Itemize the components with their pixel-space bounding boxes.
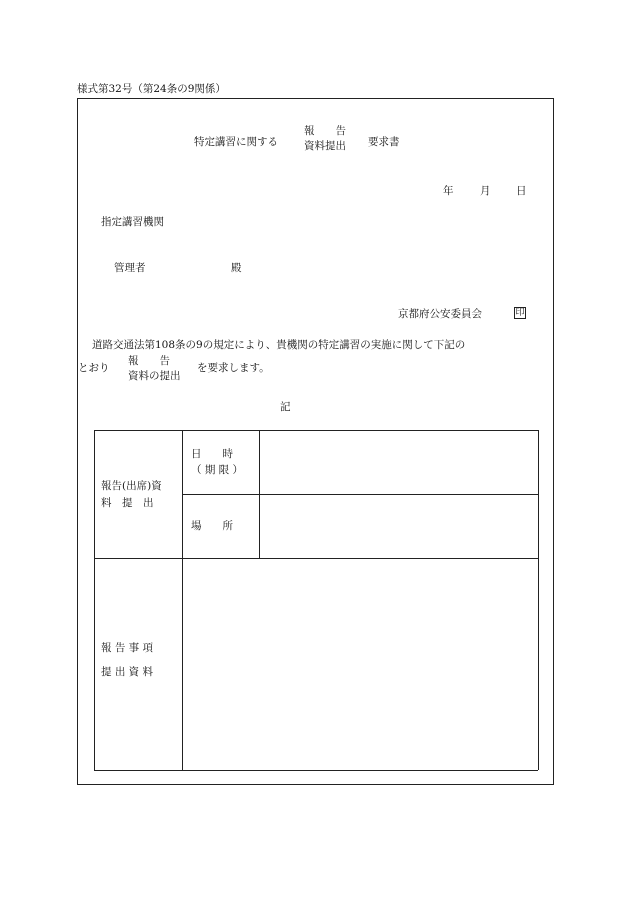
- addressee-org: 指定講習機関: [101, 216, 164, 228]
- datetime-label-line-2: （ 期 限 ）: [191, 464, 244, 476]
- table-bottom-border: [94, 770, 538, 771]
- section2-label-line-1: 報 告 事 項: [101, 642, 154, 654]
- body-line-1: 道路交通法第108条の9の規定により、貴機関の特定講習の実施に関して下記の: [92, 339, 466, 351]
- date-year: 年: [443, 185, 454, 197]
- date-day: 日: [516, 185, 527, 197]
- addressee-honorific: 殿: [231, 262, 242, 274]
- body-line-2-tail: を要求します。: [197, 362, 270, 374]
- place-value-cell[interactable]: [260, 495, 537, 557]
- body-line-2-lead: とおり: [78, 362, 110, 374]
- section1-label-line-2: 料 提 出: [101, 497, 154, 509]
- table-left-border: [94, 430, 95, 770]
- datetime-value-cell[interactable]: [260, 431, 537, 493]
- addressee-role: 管理者: [114, 262, 146, 274]
- title-lead: 特定講習に関する: [194, 136, 278, 148]
- sender-name: 京都府公安委員会: [398, 308, 482, 320]
- section1-label-line-1: 報告(出席)資: [101, 480, 162, 492]
- place-label: 場 所: [191, 520, 233, 532]
- section2-label-line-2: 提 出 資 料: [101, 666, 154, 678]
- title-tail: 要求書: [368, 136, 400, 148]
- form-number: 様式第32号（第24条の9関係）: [77, 83, 226, 95]
- body-option-report: 報 告: [128, 355, 170, 367]
- report-items-value-cell[interactable]: [183, 559, 537, 769]
- date-month: 月: [480, 185, 491, 197]
- body-option-materials: 資料の提出: [128, 370, 181, 382]
- title-option-report: 報 告: [304, 125, 346, 137]
- title-option-materials: 資料提出: [304, 140, 346, 152]
- table-right-border: [538, 430, 539, 770]
- ki-heading: 記: [280, 401, 291, 413]
- datetime-label-line-1: 日 時: [191, 448, 233, 460]
- seal-mark: 印: [515, 308, 525, 318]
